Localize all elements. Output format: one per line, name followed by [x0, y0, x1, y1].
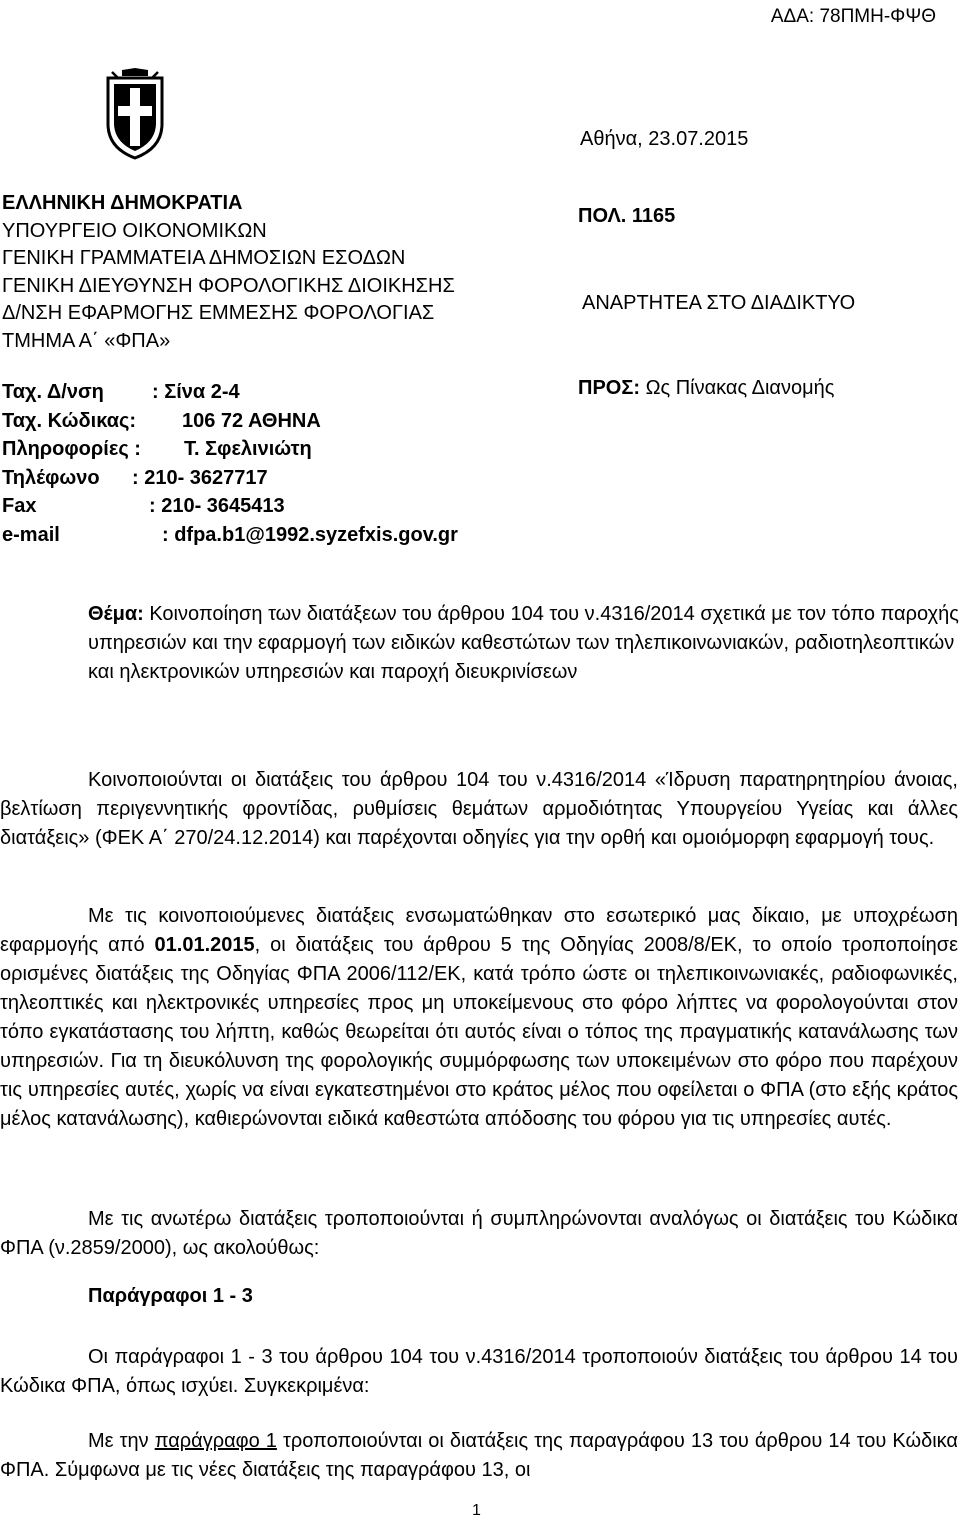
subject-text: Κοινοποίηση των διατάξεων του άρθρου 104 του ν.4316/2014 σχετικά με τον τόπο παροχής υπηρεσιών και την εφαρμογή των ειδικών καθεστώτων των τηλεπικοινωνιακών, ραδιοτηλεοπτικών και ηλεκτρονικών υπηρεσιών και παροχή διευκρινίσεων: [88, 603, 959, 683]
ada-code: ΑΔΑ: 78ΠΜΗ-ΦΨΘ: [770, 6, 936, 27]
contact-value: : 210- 3645413: [149, 495, 285, 517]
contact-row: [2, 492, 458, 521]
paragraph-text: Με τις κοινοποιούμενες διατάξεις ενσωματώθηκαν στο εσωτερικό μας δίκαιο, με υποχρέωση εφαρμογής από: [0, 905, 958, 956]
recipients-label: ΠΡΟΣ:: [578, 377, 641, 399]
contact-row: [2, 407, 458, 436]
body-paragraph: [0, 1427, 958, 1485]
contact-row: [2, 435, 458, 464]
paragraph-reference: παράγραφο 1: [154, 1430, 277, 1452]
sender-header: [2, 190, 455, 355]
contact-key: Fax: [2, 495, 37, 517]
sender-line: Δ/ΝΣΗ ΕΦΑΡΜΟΓΗΣ ΕΜΜΕΣΗΣ ΦΟΡΟΛΟΓΙΑΣ: [2, 302, 435, 324]
paragraph-text: Με την: [88, 1430, 155, 1452]
sender-line: ΕΛΛΗΝΙΚΗ ΔΗΜΟΚΡΑΤΙΑ: [2, 192, 243, 214]
body-paragraph: Κοινοποιούνται οι διατάξεις του άρθρου 104 του ν.4316/2014 «Ίδρυση παρατηρητηρίου άνοιας, βελτίωση περιγεννητικής φροντίδας, ρυθμίσεις θεμάτων αρμοδιότητας Υπουργείου Υγείας και άλλες διατάξεις» (ΦΕΚ Α΄ 270/24.12.2014) και παρέχονται οδηγίες για την ορθή και ομοιόμορφη εφαρμογή τους.: [0, 769, 958, 849]
sender-line: ΓΕΝΙΚΗ ΓΡΑΜΜΑΤΕΙΑ ΔΗΜΟΣΙΩΝ ΕΣΟΔΩΝ: [2, 247, 406, 269]
contact-value: : Σίνα 2-4: [152, 381, 240, 403]
contact-block: [2, 378, 458, 549]
contact-value: : 210- 3627717: [132, 466, 268, 489]
contact-key: Ταχ. Κώδικας:: [2, 409, 137, 432]
paragraph-text: τροποποιούνται οι διατάξεις της παραγράφου 13 του άρθρου 14 του Κώδικα ΦΠΑ. Σύμφωνα με τις νέες διατάξεις της παραγράφου 13, οι: [0, 1430, 958, 1481]
sender-line: ΥΠΟΥΡΓΕΙΟ ΟΙΚΟΝΟΜΙΚΩΝ: [2, 219, 267, 242]
recipients-value: Ως Πίνακας Διανομής: [640, 377, 835, 399]
posting-notice: ΑΝΑΡΤΗΤΕΑ ΣΤΟ ΔΙΑΔΙΚΤΥΟ: [582, 292, 856, 314]
document-date: Αθήνα, 23.07.2015: [580, 128, 749, 150]
section-heading: Παράγραφοι 1 - 3: [88, 1285, 253, 1307]
body-paragraph: [0, 902, 958, 1134]
subject-label: Θέμα:: [88, 603, 144, 625]
contact-key: Πληροφορίες :: [2, 438, 141, 460]
contact-row: [2, 378, 458, 407]
sender-line: ΤΜΗΜΑ Α΄ «ΦΠΑ»: [2, 329, 171, 352]
contact-key: e-mail: [2, 523, 60, 546]
contact-value: : dfpa.b1@1992.syzefxis.gov.gr: [162, 523, 458, 546]
contact-row: [2, 521, 458, 550]
subject-block: [88, 600, 960, 687]
contact-key: Τηλέφωνο: [2, 466, 100, 489]
page-number: 1: [472, 1502, 481, 1519]
contact-key: Ταχ. Δ/νση: [2, 381, 104, 403]
contact-value: Τ. Σφελινιώτη: [184, 438, 312, 460]
body-paragraph: Οι παράγραφοι 1 - 3 του άρθρου 104 του ν.4316/2014 τροποποιούν διατάξεις του άρθρου 14 του Κώδικα ΦΠΑ, όπως ισχύει. Συγκεκριμένα:: [0, 1346, 958, 1397]
pol-number: ΠΟΛ. 1165: [578, 205, 676, 227]
contact-value: 106 72 ΑΘΗΝΑ: [182, 409, 321, 432]
contact-row: [2, 464, 458, 493]
body-paragraph: Με τις ανωτέρω διατάξεις τροποποιούνται ή συμπληρώνονται αναλόγως οι διατάξεις του Κώδικα ΦΠΑ (ν.2859/2000), ως ακολούθως:: [0, 1208, 958, 1259]
sender-line: ΓΕΝΙΚΗ ΔΙΕΥΘΥΝΣΗ ΦΟΡΟΛΟΓΙΚΗΣ ΔΙΟΙΚΗΣΗΣ: [2, 274, 455, 297]
greek-emblem-icon: [104, 68, 166, 160]
effective-date: 01.01.2015: [154, 934, 255, 956]
recipients: [578, 377, 834, 400]
paragraph-text: , οι διατάξεις του άρθρου 5 της Οδηγίας 2008/8/ΕΚ, το οποίο τροποποίησε ορισμένες διατάξεις της Οδηγίας ΦΠΑ 2006/112/ΕΚ, κατά τρόπο ώστε οι τηλεπικοινωνιακές, ραδιοφωνικές, τηλεοπτικές και ηλεκτρονικές υπηρεσίες προς μη υποκείμενους στο φόρο λήπτες να φορολογούνται στον τόπο εγκατάστασης του λήπτη, καθώς θεωρείται ότι αυτός είναι ο τόπος της πραγματικής κατανάλωσης των υπηρεσιών. Για τη διευκόλυνση της φορολογικής συμμόρφωσης των υποκειμένων στο φόρο που παρέχουν τις υπηρεσίες αυτές, χωρίς να είναι εγκατεστημένοι στο κράτος μέλος που οφείλεται ο ΦΠΑ (στο εξής κράτος μέλος κατανάλωσης), καθιερώνονται ειδικά καθεστώτα απόδοσης του φόρου για τις υπηρεσίες αυτές.: [0, 934, 958, 1130]
